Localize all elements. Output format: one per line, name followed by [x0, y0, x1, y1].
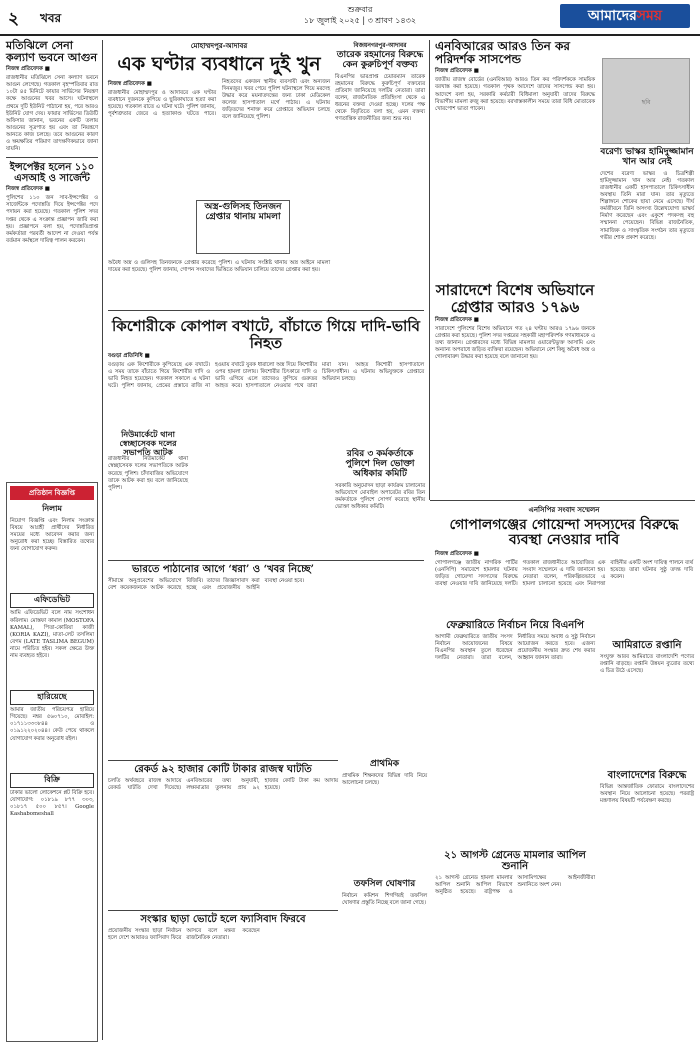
divider — [6, 157, 98, 158]
headline-kishori: কিশোরীকে কোপাল বখাটে, বাঁচাতে গিয়ে দাদি-ভাবি নিহত — [111, 317, 421, 352]
body-fire: রাজধানীর মতিঝিলে সেনা কল্যাণ ভবনে আগুন লেগেছে। গতকাল বৃহস্পতিবার রাত ১০টা ৪৫ মিনিটে ফায়ার সার্ভিসের নিয়ন্ত্রণ কক্ষে আগুনের খবর আসে। ঘটনাস্থলে প্রথমে দুটি ইউনিট পাঠানো হয়, পরে আরও ইউনিট যোগ দেয়। ফায়ার সার্ভিসের ডিউটি অফিসার জানান, ভবনের একটি তলায় আগুনের সূত্রপাত হয় এবং তা নিয়ন্ত্রণে আনতে কাজ চলছে। তবে আগুনের কারণ ও ক্ষয়ক্ষতির পরিমাণ তাৎক্ষণিকভাবে জানা যায়নি। — [6, 75, 98, 153]
body-feb: আগামী ফেব্রুয়ারিতে জাতীয় সংসদ নির্বাচন আয়োজনের বিষয়ে বিএনপির অবস্থান তুলে ধরেছেন দলটির নেতারা। তারা বলেন, নির্ধারিত সময়ে অবাধ ও সুষ্ঠু নির্বাচন আয়োজন করতে হবে। এজন্য প্রয়োজনীয় সংস্কার দ্রুত শেষ করার আহ্বান জানান তারা। — [435, 634, 595, 662]
kicker-murders: মোহাম্মদপুর-আদাবর — [190, 41, 248, 50]
story-kishori — [108, 318, 424, 390]
headline-grenade: ২১ আগস্ট গ্রেনেড মামলার আপিল শুনানি — [444, 850, 586, 872]
body-gopalganj: গোপালগঞ্জে জাতীয় নাগরিক পার্টির (এনসিপি) সমাবেশে হামলার ঘটনায় জড়িত গোয়েন্দা সদস্যদের বিরুদ্ধে ব্যবস্থা নেওয়ার দাবি জানিয়েছে দলটি। গতকাল রাজধানীতে আয়োজিত এক সংবাদ সম্মেলনে এ দাবি জানানো হয়। নেতারা বলেন, পরিকল্পিতভাবে এ হামলা চালানো হয়েছে এবং নিরাপত্তা বাহিনীর একটি অংশ দায়িত্ব পালনে ব্যর্থ হয়েছে। তারা ঘটনার সুষ্ঠু তদন্ত দাবি করেন। — [435, 559, 693, 588]
page-number: ২ — [8, 9, 20, 29]
affidavit-body: আমি এফিডেভিট বলে নাম সংশোধন করিলাম। মোস্তফা কামাল (MOSTOFA KAMAL), পিতা-কোরিয়া কাজী (KORIA KAZI), মাতা-লেট তসলিমা বেগম (LATE TASLIMA BEGUM) নামে পরিচিত হইব। সকল ক্ষেত্রে উক্ত নাম ব্যবহৃত হইবে। — [10, 610, 94, 660]
body-obituary: দেশের বরেণ্য ভাস্কর ও চিত্রশিল্পী হামিদুজ্জামান খান আর নেই। গতকাল রাজধানীর একটি হাসপাতালে চিকিৎসাধীন অবস্থায় তিনি মারা যান। তার মৃত্যুতে শিল্পাঙ্গনে শোকের ছায়া নেমে এসেছে। দীর্ঘ কর্মজীবনে তিনি অসংখ্য উল্লেখযোগ্য ভাস্কর্য নির্মাণ করেছেন এবং একুশে পদকসহ বহু সম্মাননা পেয়েছেন। বিভিন্ন রাজনৈতিক, সামাজিক ও সাংস্কৃতিক সংগঠন তার মৃত্যুতে গভীর শোক প্রকাশ করেছে। — [600, 170, 694, 241]
byline-nbr: নিজস্ব প্রতিবেদক ■ — [435, 68, 479, 75]
headline-arms: অস্ত্র-গুলিসহ তিনজন গ্রেপ্তার থানায় মামলা — [204, 202, 282, 222]
story-record — [108, 764, 338, 792]
headline-fire: মতিঝিলে সেনা কল্যাণ ভবনে আগুন — [6, 39, 98, 65]
story-obituary — [600, 148, 694, 242]
masthead-logo[interactable] — [560, 4, 690, 28]
body-export: সংযুক্ত আরব আমিরাতে বাংলাদেশি পণ্যের রপ্তানি বাড়ছে। রপ্তানি উন্নয়ন ব্যুরোর তথ্যে এ চিত্র উঠে এসেছে। — [600, 654, 694, 675]
body-tofsil: নির্বাচন কমিশন শিগগিরই তফসিল ঘোষণার প্রস্তুতি নিচ্ছে বলে জানা গেছে। — [342, 892, 427, 906]
body-drive: সারাদেশে পুলিশের বিশেষ অভিযানে গত ২৪ ঘণ্টায় আরও ১৭৯৬ জনকে গ্রেপ্তার করা হয়েছে। পুলিশ সদর দপ্তরের সহকারী মহাপরিদর্শক গণমাধ্যমকে এ তথ্য জানান। গ্রেপ্তারদের মধ্যে বিভিন্ন মামলার ওয়ারেন্টভুক্ত আসামি এবং অন্যান্য অপরাধে জড়িত ব্যক্তিরা রয়েছেন। অভিযানে বেশ কিছু অবৈধ অস্ত্র ও গোলাবারুদ উদ্ধার করা হয়েছে বলে জানানো হয়। — [435, 326, 595, 361]
story-bd — [600, 770, 694, 805]
issue-date — [260, 4, 460, 26]
byline-drive: নিজস্ব প্রতিবেদক ■ — [435, 317, 479, 323]
obituary-photo — [602, 58, 690, 144]
body-kishori: বগুড়ায় এক কিশোরীকে কুপিয়েছে এক বখাটে। এ সময় তাকে বাঁচাতে গিয়ে কিশোরীর দাদি ও ভাবি নিহত হয়েছেন। গতকাল সকালে এ ঘটনা ঘটে। পুলিশ জানায়, প্রেমের প্রস্তাবে রাজি না হওয়ায় বখাটে যুবক ধারালো অস্ত্র দিয়ে কিশোরীর ওপর হামলা চালায়। কিশোরীর চিৎকারে দাদি ও ভাবি এগিয়ে এলে তাদেরও কুপিয়ে গুরুতর আহত করে। হাসপাতালে নেওয়ার পথে তারা মারা যান। আহত কিশোরী হাসপাতালে চিকিৎসাধীন। এ ঘটনায় অভিযুক্তকে গ্রেপ্তারে অভিযান চলছে। — [108, 362, 424, 390]
divider — [108, 310, 424, 311]
body-arms: অবৈধ অস্ত্র ও গুলিসহ তিনজনকে গ্রেপ্তার করেছে পুলিশ। এ ঘটনায় সংশ্লিষ্ট থানায় অস্ত্র আইনে মামলা দায়ের করা হয়েছে। পুলিশ জানায়, গোপন সংবাদের ভিত্তিতে অভিযান চালিয়ে তাদের গ্রেপ্তার করা হয়। — [108, 260, 330, 274]
headline-promotion: ইন্সপেক্টর হলেন ১১০ এসআই ও সার্জেন্ট — [9, 162, 95, 185]
headline-sobha: নিউমার্কেটে থানা স্বেচ্ছাসেবক দলের সভাপতি আটক — [119, 429, 177, 457]
headline-india: ভারতে পাঠানোর আগে ‘ধরা’ ও ‘খবর নিচ্ছে’ — [131, 564, 315, 575]
headline-obituary: বরেণ্য ভাস্কর হামিদুজ্জামান খান আর নেই — [600, 147, 694, 167]
column-rule — [102, 40, 103, 1040]
column-rule — [429, 40, 430, 500]
headline-tarek: তারেক রহমানের বিরুদ্ধে কেন কুরুচিপূর্ণ বক্তব্য — [336, 50, 424, 70]
divider — [108, 760, 338, 761]
body-nbr: জাতীয় রাজস্ব বোর্ডের (এনবিআর) আরও তিন কর পরিদর্শককে সাময়িক বরখাস্ত করা হয়েছে। গতকাল পৃথক আদেশে তাদের সাসপেন্ড করা হয়। আদেশে বলা হয়, সরকারি কর্মচারী বিধিমালা অনুযায়ী তাদের বিরুদ্ধে বিভাগীয় মামলা রুজু করা হয়েছে। বরখাস্তকালীন সময়ে তারা বিধি মোতাবেক খোরপোশ ভাতা পাবেন। — [435, 77, 595, 112]
story-grenade — [435, 850, 595, 896]
lost-body: আমার জাতীয় পরিচয়পত্র হারিয়ে গিয়েছে। নম্বর ৫৬০৭১০, মোবাইল: ০১৭১১৩৩৩৮৪৪ ও ০১৯১২২০২০৪৪। কেউ পেয়ে থাকলে যোগাযোগ করার অনুরোধ রইল। — [10, 707, 94, 742]
headline-rabi: রবির ৩ কর্মকর্তাকে পুলিশে দিল ভোক্তা অধিকার কমিটি — [345, 449, 415, 479]
sale-title: বিক্রি — [10, 773, 94, 788]
arms-box — [196, 200, 290, 254]
kicker-gopalganj: এনসিপির সংবাদ সম্মেলন — [528, 505, 600, 514]
page-header — [0, 0, 700, 36]
divider — [108, 560, 424, 561]
headline-reform: সংস্কার ছাড়া ভোটে হলে ফ্যাসিবাদ ফিরবে — [140, 914, 306, 925]
story-gopalganj — [435, 504, 693, 588]
story-feb-election — [435, 620, 595, 662]
story-tofsil — [342, 880, 427, 907]
byline-kishori: বগুড়া প্রতিনিধি ■ — [108, 353, 150, 359]
story-nbr — [435, 40, 595, 113]
headline-tofsil: তফসিল ঘোষণার — [353, 879, 416, 889]
byline-promotion: নিজস্ব প্রতিবেদক ■ — [6, 186, 50, 193]
body-tarek: বিএনপির ভারপ্রাপ্ত চেয়ারম্যান তারেক রহমানের বিরুদ্ধে কুরুচিপূর্ণ বক্তব্যের প্রতিবাদ জানিয়েছে দলটির নেতারা। তারা বলেন, রাজনৈতিক প্রতিহিংসা থেকে এ ধরনের বক্তব্য দেওয়া হচ্ছে। দলের পক্ষ থেকে বিবৃতিতে বলা হয়, এমন বক্তব্য গণতান্ত্রিক রাজনীতির জন্য শুভ নয়। — [335, 73, 425, 123]
body-bd: বিভিন্ন আন্তর্জাতিক ফোরামে বাংলাদেশের অবস্থান নিয়ে আলোচনা হয়েছে। পররাষ্ট্র মন্ত্রণালয় বিষয়টি পর্যবেক্ষণ করছে। — [600, 784, 694, 805]
lost-title: হারিয়েছে — [10, 690, 94, 705]
headline-primary: প্রাথমিক — [369, 759, 400, 769]
ad-title: প্রতিষ্ঠান বিজ্ঞপ্তি — [10, 486, 94, 500]
section-name: খবর — [40, 11, 62, 25]
divider — [430, 500, 695, 501]
story-primary — [342, 760, 427, 787]
divider — [108, 910, 338, 911]
headline-drive: সারাদেশে বিশেষ অভিযানে গ্রেপ্তার আরও ১৭৯৬ — [435, 281, 595, 316]
left-column — [6, 40, 98, 245]
headline-record: রেকর্ড ৯২ হাজার কোটি টাকার রাজস্ব ঘাটতি — [134, 764, 312, 775]
story-two-murders — [108, 40, 330, 121]
body-murders: রাজধানীর মোহাম্মদপুর ও আদাবরে এক ঘণ্টার ব্যবধানে দুজনকে কুপিয়ে ও ছুরিকাঘাতে হত্যা করা হয়েছে। গতকাল রাতে এ ঘটনা ঘটে। পুলিশ জানায়, পূর্বশত্রুতার জেরে এ হত্যাকাণ্ড ঘটতে পারে। নিহতদের একজন স্থানীয় ব্যবসায়ী এবং অন্যজন দিনমজুর। খবর পেয়ে পুলিশ ঘটনাস্থলে গিয়ে মরদেহ উদ্ধার করে ময়নাতদন্তের জন্য ঢাকা মেডিকেল কলেজ হাসপাতাল মর্গে পাঠায়। এ ঘটনায় জড়িতদের শনাক্ত করে গ্রেপ্তারে অভিযান চলছে বলে জানিয়েছে পুলিশ। — [108, 78, 330, 121]
body-sobha: রাজধানীর নিউমার্কেট থানা স্বেচ্ছাসেবক দলের সভাপতিকে আটক করেছে পুলিশ। চাঁদাবাজির অভিযোগে তাকে আটক করা হয় বলে জানিয়েছে পুলিশ। — [108, 456, 188, 491]
sale-body: ঢাকার ভালো লোকেশনে প্লট বিক্রি হবে। যোগাযোগ: ০১৮১৯ ৮৭৭ ৩০৩, ০১৮১৭ ৫০০ ৮৫৭। Google Kashabomeshall — [10, 789, 94, 817]
body-grenade: ২১ আগস্ট গ্রেনেড হামলা মামলার আপিল শুনানি আপিল বিভাগে অনুষ্ঠিত হয়েছে। রাষ্ট্রপক্ষ ও আসামিপক্ষের আইনজীবীরা শুনানিতে অংশ নেন। — [435, 875, 595, 896]
story-rabi — [335, 450, 425, 511]
body-primary: প্রাথমিক শিক্ষকদের বিভিন্ন দাবি নিয়ে আলোচনা চলছে। — [342, 772, 427, 786]
headline-bd: বাংলাদেশের বিরুদ্ধে — [607, 770, 687, 781]
body-india: সীমান্তে অনুপ্রবেশের অভিযোগে বেশ কয়েকজনকে আটক করেছে বিজিবি। তাদের জিজ্ঞাসাবাদ করা হচ্ছে এবং প্রয়োজনীয় আইনি ব্যবস্থা নেওয়া হবে। — [108, 578, 305, 592]
headline-murders: এক ঘণ্টার ব্যবধানে দুই খুন — [117, 53, 321, 75]
body-reform: প্রয়োজনীয় সংস্কার ছাড়া নির্বাচন হলে দেশে আবারও ফ্যাসিবাদ ফিরে আসবে বলে মন্তব্য করেছেন রাজনৈতিক নেতারা। — [108, 928, 260, 942]
photo-label: ছবি — [641, 99, 651, 106]
story-sobha — [108, 430, 188, 492]
date-text: ১৮ জুলাই ২০২৫ | ৩ শ্রাবণ ১৪৩২ — [303, 16, 417, 25]
story-export — [600, 640, 694, 675]
byline-fire: নিজস্ব প্রতিবেদক ■ — [6, 66, 50, 73]
murders-columns — [108, 79, 330, 122]
logo-part-a: আমাদের — [587, 8, 637, 24]
headline-gopalganj: গোপালগঞ্জের গোয়েন্দা সদস্যদের বিরুদ্ধে ব্যবস্থা নেওয়ার দাবি — [449, 517, 679, 549]
arms-body-wrap — [108, 260, 330, 274]
headline-export: আমিরাতে রপ্তানি — [612, 640, 682, 651]
headline-feb: ফেব্রুয়ারিতে নির্বাচন নিয়ে বিএনপি — [446, 620, 584, 631]
kicker-tarek: বিজয়নগরপুর-আদাবর — [353, 42, 407, 49]
ad-subtitle: নিলাম — [42, 503, 62, 513]
body-promotion: পুলিশের ১১০ জন সাব-ইন্সপেক্টর ও সার্জেন্টকে পদোন্নতি দিয়ে ইন্সপেক্টর পদে পদায়ন করা হয়েছে। গতকাল পুলিশ সদর দপ্তর থেকে এ সংক্রান্ত প্রজ্ঞাপন জারি করা হয়। প্রজ্ঞাপনে বলা হয়, পদোন্নতিপ্রাপ্ত কর্মকর্তারা পরবর্তী আদেশ না দেওয়া পর্যন্ত বর্তমান কর্মস্থলে দায়িত্ব পালন করবেন। — [6, 195, 98, 244]
affidavit-title: এফিডেভিট — [10, 593, 94, 608]
story-reform — [108, 914, 338, 942]
byline-gopalganj: নিজস্ব প্রতিবেদক ■ — [435, 550, 479, 557]
story-india — [108, 564, 338, 592]
logo-part-b: সময় — [636, 8, 663, 24]
classifieds-box — [6, 482, 98, 1042]
weekday: শুক্রবার — [347, 5, 373, 14]
byline-murders: নিজস্ব প্রতিবেদক ■ — [108, 80, 152, 87]
body-record: চলতি অর্থবছরে রাজস্ব আদায়ে রেকর্ড ঘাটতি দেখা দিয়েছে। এনবিআরের তথ্য অনুযায়ী, লক্ষ্যমাত্রার তুলনায় প্রায় ৯২ হাজার কোটি টাকা কম আদায় হয়েছে। — [108, 778, 338, 792]
ad-body: নিয়োগ বিজ্ঞপ্তি এবং নিলাম সংক্রান্ত বিষয়ে আগ্রহী প্রার্থীদের নির্ধারিত সময়ের মধ্যে আবেদন করার জন্য অনুরোধ করা হচ্ছে। বিস্তারিত তথ্যের জন্য যোগাযোগ করুন। — [10, 518, 94, 553]
headline-nbr: এনবিআরের আরও তিন কর পরিদর্শক সাসপেন্ড — [435, 39, 570, 67]
story-tarek — [335, 40, 425, 123]
body-rabi: সরকারি অনুমোদন ছাড়া কার্যক্রম চালানোর অভিযোগে মোবাইল অপারেটর রবির তিন কর্মকর্তাকে পুলিশে সোপর্দ করেছে স্থানীয় ভোক্তা অধিকার কমিটি। — [335, 482, 425, 510]
story-drive — [435, 282, 595, 361]
